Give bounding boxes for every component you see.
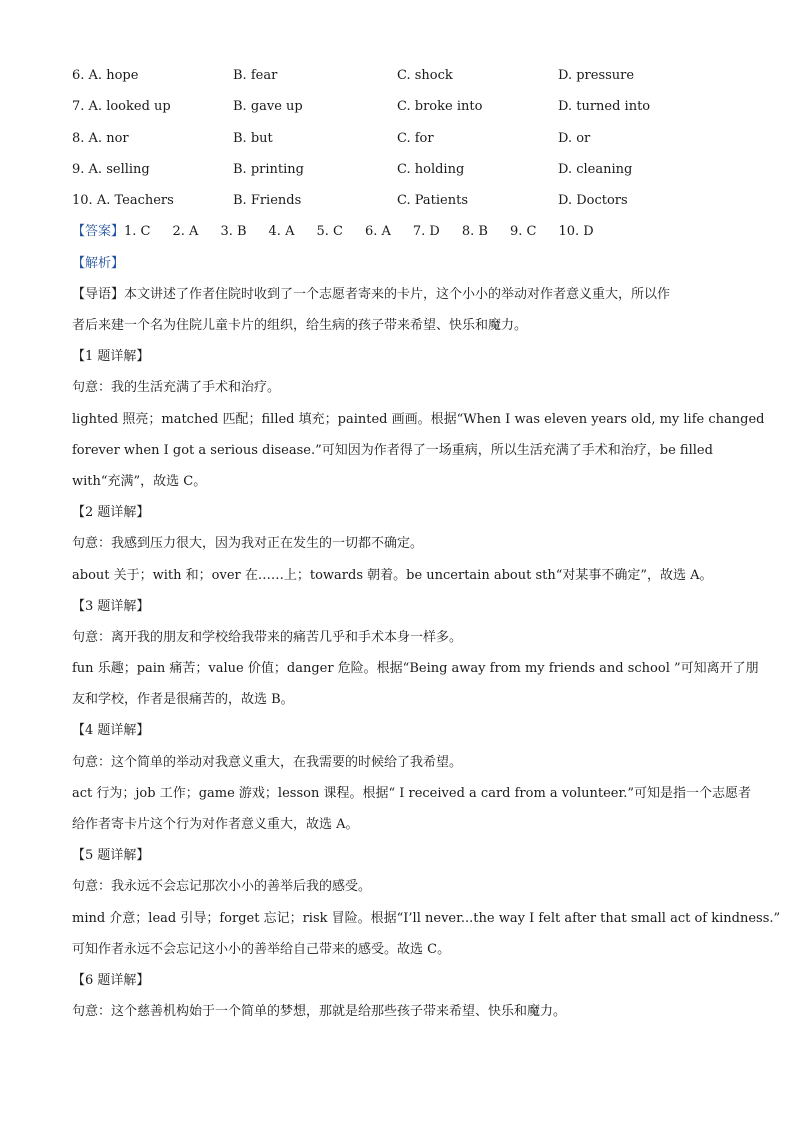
option-row-10 [72, 191, 732, 211]
q5-heading: 【5 题详解】 [72, 848, 150, 863]
option-c: C. holding [397, 162, 465, 177]
q3-explanation: fun 乐趣；pain 痛苦；value 价值；danger 危险。根据“Being away from my friends and school ”可知离开了朋 [72, 661, 759, 676]
q6-heading: 【6 题详解】 [72, 973, 150, 988]
option-b: B. but [233, 131, 273, 146]
q2-heading: 【2 题详解】 [72, 505, 150, 520]
answer-item: 2. A [172, 224, 199, 239]
option-b: B. gave up [233, 99, 303, 114]
q1-explanation: lighted 照亮；matched 匹配；filled 填充；painted 画画。根据“When I was eleven years old, my life changed [72, 412, 765, 427]
option-row-6 [72, 66, 732, 86]
option-row-7 [72, 97, 732, 117]
q5-explanation: 可知作者永远不会忘记这小小的善举给自己带来的感受。故选 C。 [72, 942, 451, 957]
answer-item: 3. B [220, 224, 247, 239]
option-row-8 [72, 129, 732, 149]
option-c: C. for [397, 131, 434, 146]
option-c: C. broke into [397, 99, 483, 114]
q3-meaning: 句意：离开我的朋友和学校给我带来的痛苦几乎和手术本身一样多。 [72, 630, 463, 645]
answer-item: 6. A [364, 224, 391, 239]
analysis-label: 【解析】 [72, 256, 125, 271]
q4-explanation: act 行为；job 工作；game 游戏；lesson 课程。根据“ I received a card from a volunteer.”可知是指一个志愿者 [72, 786, 752, 801]
option-d: D. turned into [558, 99, 651, 114]
option-b: B. Friends [233, 193, 302, 208]
q1-heading: 【1 题详解】 [72, 349, 150, 364]
option-a: 9. A. selling [72, 162, 150, 177]
answer-item: 8. B [461, 224, 488, 239]
option-d: D. pressure [558, 68, 635, 83]
q4-explanation: 给作者寄卡片这个行为对作者意义重大，故选 A。 [72, 817, 359, 832]
option-a: 10. A. Teachers [72, 193, 174, 208]
q1-explanation: forever when I got a serious disease.”可知因为作者得了一场重病，所以生活充满了手术和治疗，be filled [72, 443, 713, 458]
q5-explanation: mind 介意；lead 引导；forget 忘记；risk 冒险。根据“I’ll never...the way I felt after that small act of kindness.” [72, 911, 781, 926]
option-a: 7. A. looked up [72, 99, 171, 114]
q2-explanation: about 关于；with 和；over 在……上；towards 朝着。be uncertain about sth“对某事不确定”，故选 A。 [72, 568, 713, 583]
answer-item: 9. C [509, 224, 537, 239]
option-b: B. fear [233, 68, 278, 83]
option-a: 8. A. nor [72, 131, 129, 146]
option-d: D. or [558, 131, 591, 146]
option-c: C. shock [397, 68, 453, 83]
q3-heading: 【3 题详解】 [72, 599, 150, 614]
option-c: C. Patients [397, 193, 469, 208]
answer-item: 1. C [124, 224, 151, 239]
q1-meaning: 句意：我的生活充满了手术和治疗。 [72, 380, 281, 395]
answer-item: 5. C [316, 224, 343, 239]
option-a: 6. A. hope [72, 68, 139, 83]
answer-line [72, 222, 732, 242]
q2-meaning: 句意：我感到压力很大，因为我对正在发生的一切都不确定。 [72, 536, 424, 551]
answer-item: 7. D [412, 224, 440, 239]
q6-meaning: 句意：这个慈善机构始于一个简单的梦想，那就是给那些孩子带来希望、快乐和魔力。 [72, 1004, 567, 1019]
option-row-9 [72, 160, 732, 180]
answer-item: 4. A [268, 224, 295, 239]
q5-meaning: 句意：我永远不会忘记那次小小的善举后我的感受。 [72, 879, 372, 894]
option-b: B. printing [233, 162, 304, 177]
intro-line: 者后来建一个名为住院儿童卡片的组织，给生病的孩子带来希望、快乐和魔力。 [72, 318, 528, 333]
answer-item: 10. D [558, 224, 594, 239]
q4-meaning: 句意：这个简单的举动对我意义重大，在我需要的时候给了我希望。 [72, 755, 463, 770]
q3-explanation: 友和学校，作者是很痛苦的，故选 B。 [72, 692, 294, 707]
q1-explanation: with“充满”，故选 C。 [72, 474, 207, 489]
option-d: D. cleaning [558, 162, 633, 177]
option-d: D. Doctors [558, 193, 628, 208]
answer-label: 【答案】 [72, 224, 125, 239]
q4-heading: 【4 题详解】 [72, 723, 150, 738]
intro-line: 【导语】本文讲述了作者住院时收到了一个志愿者寄来的卡片，这个小小的举动对作者意义重大，所以作 [72, 287, 671, 302]
